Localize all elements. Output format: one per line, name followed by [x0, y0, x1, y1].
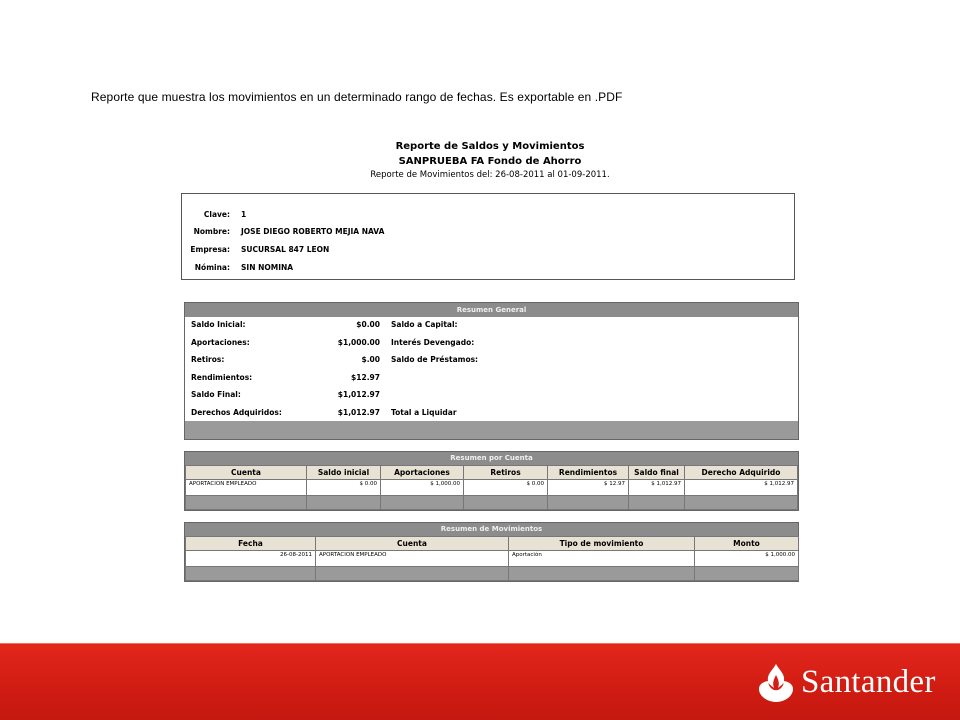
table-footer-row: [186, 496, 798, 510]
table-cell: APORTACION EMPLEADO: [186, 480, 307, 496]
summary-label: Saldo a Capital:: [391, 320, 458, 329]
resumen-movimientos-table: [185, 536, 799, 581]
table-header-row: [186, 466, 798, 480]
employee-label: Nómina:: [194, 263, 230, 272]
summary-value: $1,012.97: [337, 408, 380, 417]
column-header: Derecho Adquirido: [685, 466, 798, 480]
employee-value: JOSE DIEGO ROBERTO MEJIA NAVA: [241, 227, 385, 236]
resumen-cuenta-header: Resumen por Cuenta: [185, 452, 798, 465]
resumen-movimientos-panel: [184, 522, 799, 582]
table-cell: $ 1,000.00: [695, 551, 799, 567]
table-cell: $ 0.00: [464, 480, 548, 496]
employee-value: SIN NOMINA: [241, 263, 294, 272]
caption: Reporte que muestra los movimientos en un determinado rango de fechas. Es exportable en .PDF: [91, 90, 623, 104]
table-footer-row: [186, 567, 799, 581]
resumen-general-body: [185, 317, 798, 421]
flame-icon: [757, 662, 795, 704]
table-cell: APORTACION EMPLEADO: [316, 551, 509, 567]
summary-label: Saldo Final:: [191, 390, 241, 399]
employee-label: Empresa:: [190, 245, 230, 254]
table-cell: Aportación: [509, 551, 695, 567]
table-row: [186, 551, 799, 567]
resumen-general-header: Resumen General: [185, 303, 798, 317]
table-cell: $ 1,000.00: [381, 480, 464, 496]
employee-label: Clave:: [203, 210, 230, 219]
brand-logo: Santander: [801, 664, 936, 700]
column-header: Retiros: [464, 466, 548, 480]
report-date-range: Reporte de Movimientos del: 26-08-2011 al 01-09-2011.: [370, 170, 610, 180]
table-header-row: [186, 537, 799, 551]
table-cell: 26-08-2011: [186, 551, 316, 567]
employee-value: SUCURSAL 847 LEON: [241, 245, 330, 254]
table-cell: $ 1,012.97: [685, 480, 798, 496]
summary-value: $1,012.97: [337, 390, 380, 399]
table-row: [186, 480, 798, 496]
employee-value: 1: [241, 210, 247, 219]
table-cell: $ 0.00: [307, 480, 381, 496]
summary-value: $1,000.00: [337, 338, 380, 347]
summary-label: Saldo de Préstamos:: [391, 355, 479, 364]
column-header: Tipo de movimiento: [509, 537, 695, 551]
column-header: Aportaciones: [381, 466, 464, 480]
resumen-movimientos-header: Resumen de Movimientos: [185, 523, 798, 536]
summary-label: Aportaciones:: [191, 338, 250, 347]
summary-value: $12.97: [351, 373, 380, 382]
employee-label: Nombre:: [193, 227, 230, 236]
summary-label: Rendimientos:: [191, 373, 253, 382]
resumen-cuenta-table: [185, 465, 798, 510]
report-subtitle: SANPRUEBA FA Fondo de Ahorro: [398, 156, 582, 167]
report-title: Reporte de Saldos y Movimientos: [395, 141, 585, 152]
table-cell: $ 1,012.97: [629, 480, 685, 496]
column-header: Cuenta: [316, 537, 509, 551]
summary-label: Retiros:: [191, 355, 225, 364]
panel-footer: [185, 421, 798, 439]
column-header: Cuenta: [186, 466, 307, 480]
column-header: Rendimientos: [548, 466, 629, 480]
column-header: Monto: [695, 537, 799, 551]
column-header: Fecha: [186, 537, 316, 551]
column-header: Saldo inicial: [307, 466, 381, 480]
resumen-general-panel: [184, 302, 799, 440]
summary-value: $.00: [361, 355, 380, 364]
employee-info-box: [181, 193, 795, 280]
table-cell: $ 12.97: [548, 480, 629, 496]
column-header: Saldo final: [629, 466, 685, 480]
summary-label: Saldo Inicial:: [191, 320, 246, 329]
resumen-cuenta-panel: [184, 451, 799, 511]
summary-label: Derechos Adquiridos:: [191, 408, 282, 417]
summary-label: Interés Devengado:: [391, 338, 475, 347]
summary-label: Total a Liquidar: [391, 408, 457, 417]
summary-value: $0.00: [356, 320, 380, 329]
